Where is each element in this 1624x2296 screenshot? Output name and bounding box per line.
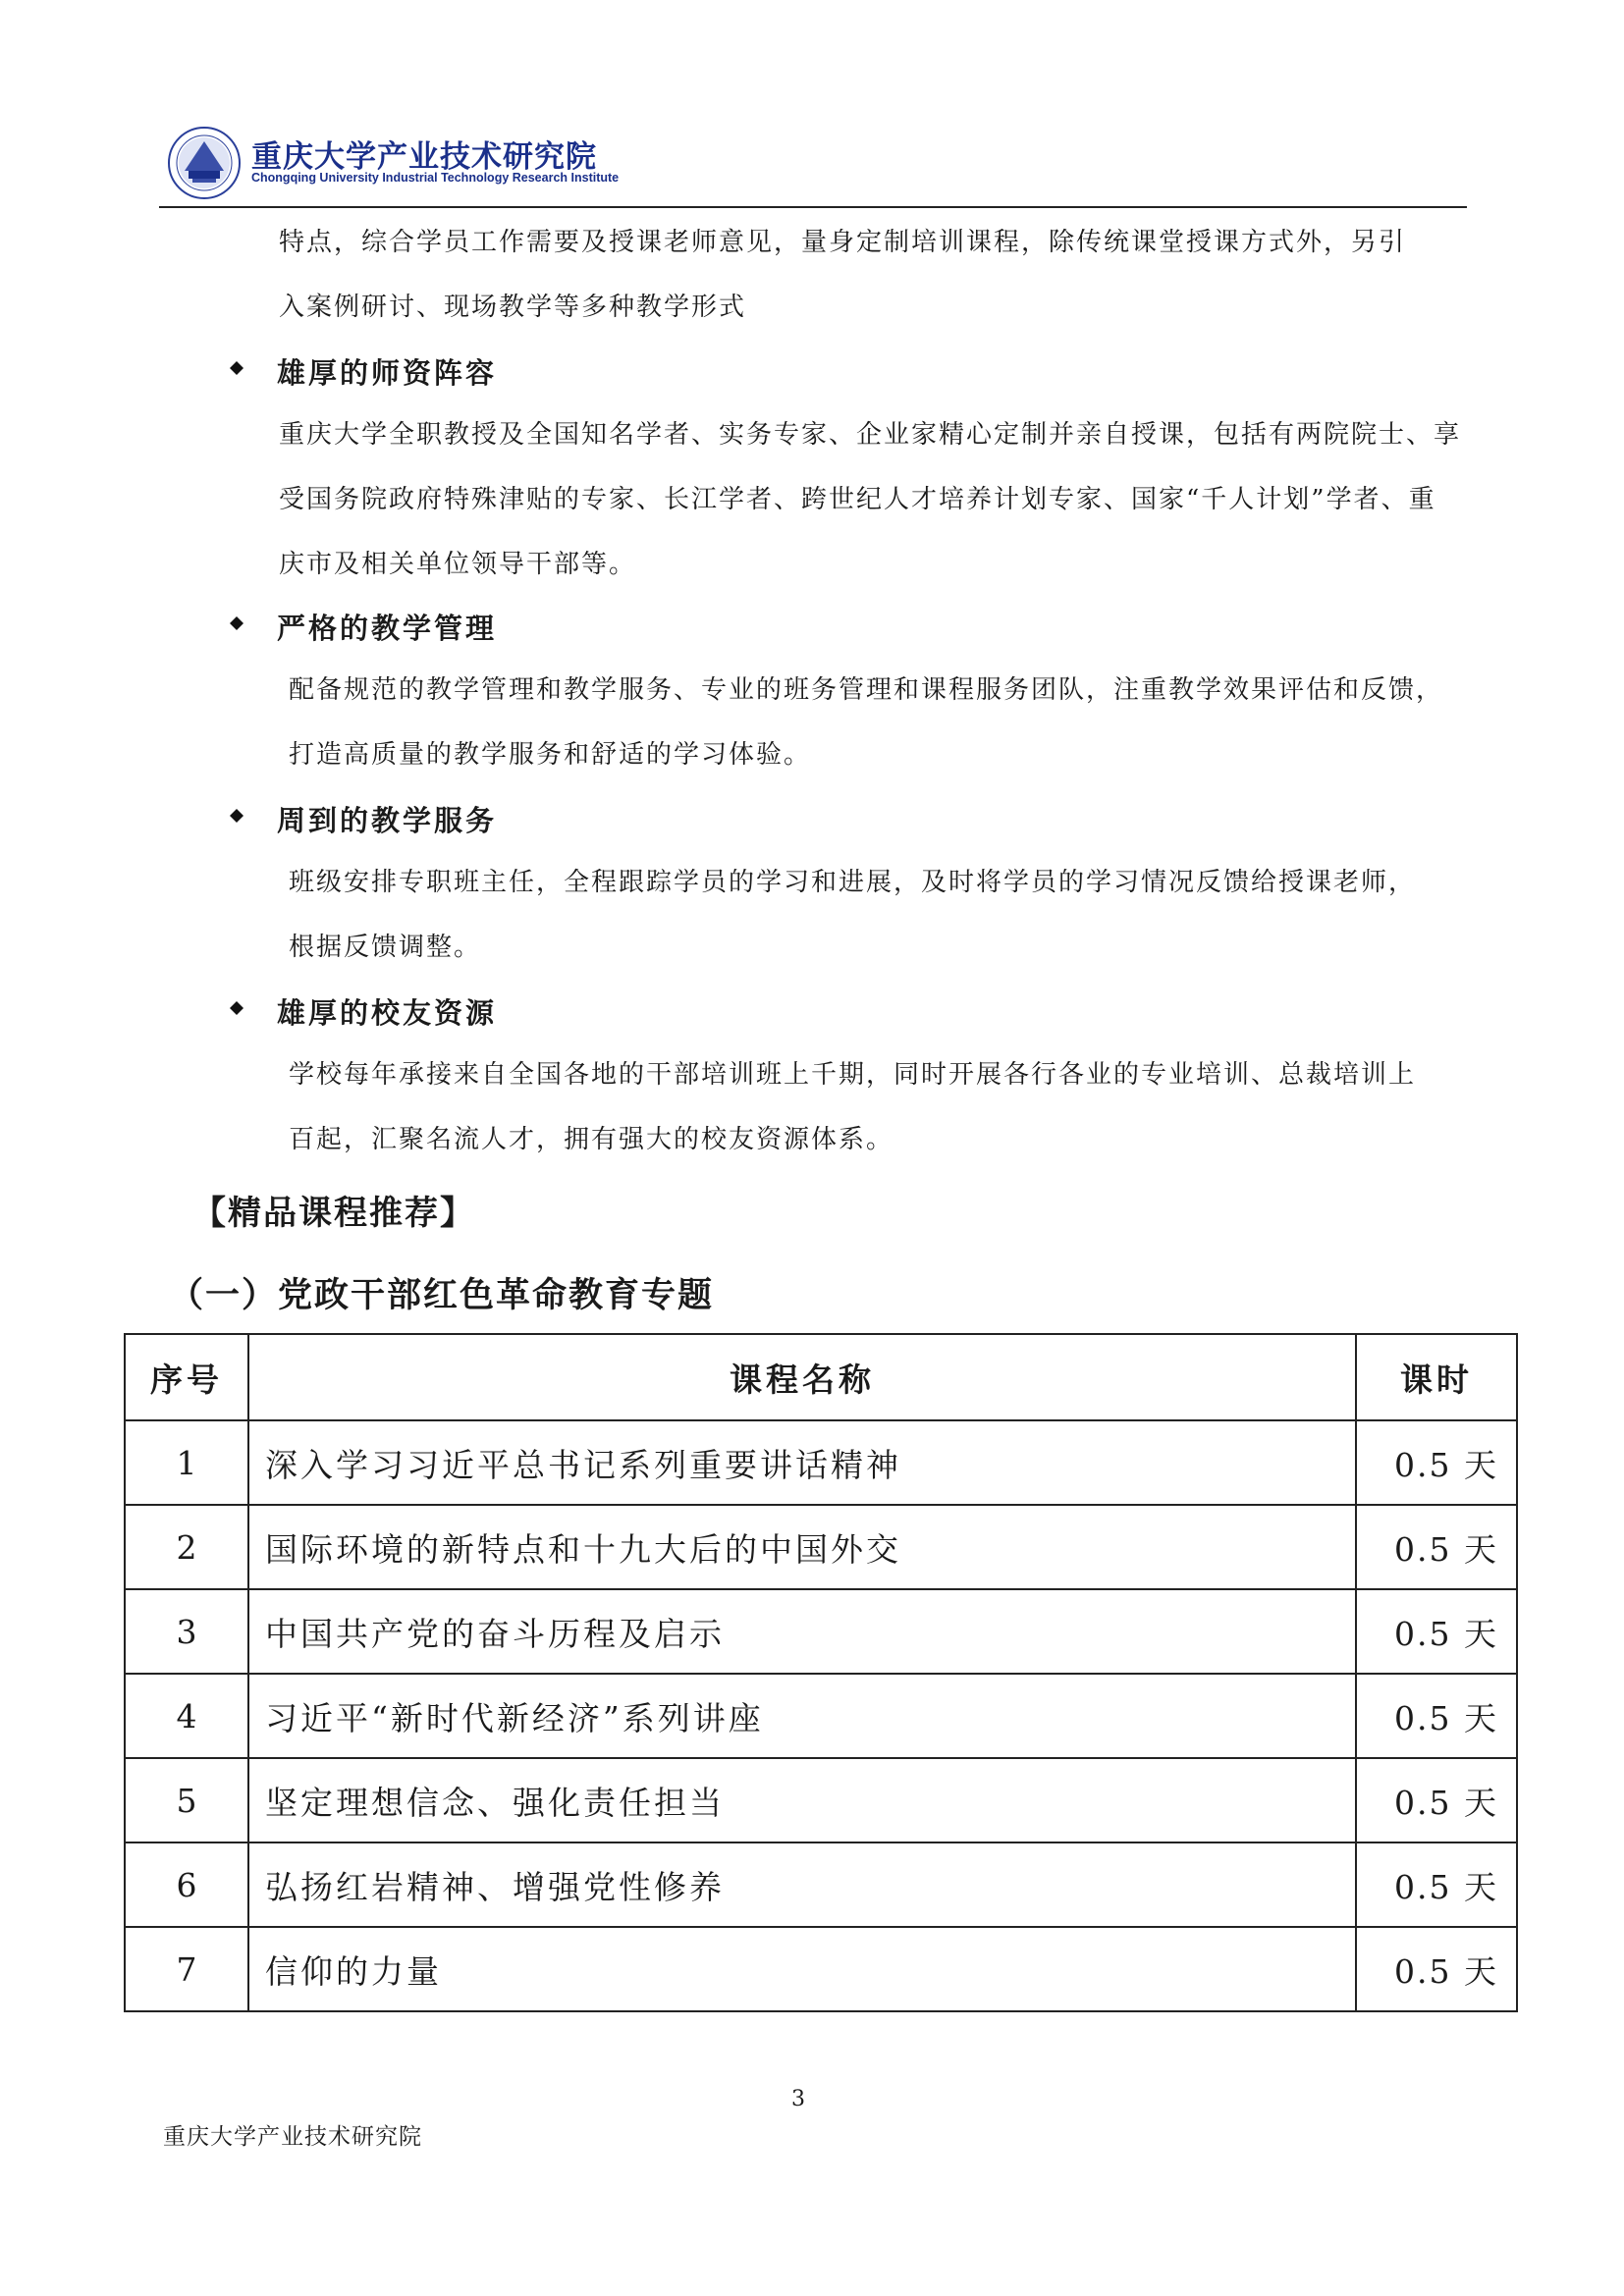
org-name-en: Chongqing University Industrial Technology Research Institute — [251, 171, 620, 185]
table-row — [125, 1674, 1517, 1758]
subsection-title: （一）党政干部红色革命教育专题 — [169, 1276, 715, 1315]
table-row — [125, 1927, 1517, 2011]
course-number: 2 — [125, 1505, 248, 1589]
table-row — [125, 1589, 1517, 1674]
course-table — [124, 1333, 1518, 2012]
column-header-hours: 课时 — [1356, 1334, 1517, 1420]
intro-paragraph-line: 入案例研讨、现场教学等多种教学形式 — [279, 293, 747, 322]
feature-paragraph-line: 配备规范的教学管理和教学服务、专业的班务管理和课程服务团队，注重教学效果评估和反馈， — [289, 675, 1444, 705]
course-name: 坚定理想信念、强化责任担当 — [248, 1758, 1356, 1842]
course-number: 3 — [125, 1589, 248, 1674]
course-hours: 0.5 天 — [1356, 1674, 1517, 1758]
university-seal-icon — [167, 126, 242, 200]
page-number: 3 — [791, 2087, 805, 2111]
feature-heading: 雄厚的校友资源 — [277, 991, 497, 1032]
feature-paragraph-line: 学校每年承接来自全国各地的干部培训班上千期，同时开展各行各业的专业培训、总裁培训上 — [289, 1060, 1417, 1090]
feature-paragraph-line: 庆市及相关单位领导干部等。 — [279, 550, 637, 579]
course-name: 中国共产党的奋斗历程及启示 — [248, 1589, 1356, 1674]
feature-paragraph-line: 根据反馈调整。 — [289, 933, 482, 962]
course-name: 信仰的力量 — [248, 1927, 1356, 2011]
course-name: 深入学习习近平总书记系列重要讲话精神 — [248, 1420, 1356, 1505]
intro-paragraph-line: 特点，综合学员工作需要及授课老师意见，量身定制培训课程，除传统课堂授课方式外，另引 — [279, 228, 1407, 257]
table-header-row — [125, 1334, 1517, 1420]
diamond-bullet-icon — [226, 613, 247, 634]
course-number: 1 — [125, 1420, 248, 1505]
feature-paragraph-line: 班级安排专职班主任，全程跟踪学员的学习和进展，及时将学员的学习情况反馈给授课老师， — [289, 868, 1417, 897]
course-number: 6 — [125, 1842, 248, 1927]
column-header-number: 序号 — [125, 1334, 248, 1420]
header-divider — [159, 206, 1467, 208]
course-hours: 0.5 天 — [1356, 1842, 1517, 1927]
feature-heading: 周到的教学服务 — [277, 799, 497, 839]
section-title: 【精品课程推荐】 — [192, 1194, 475, 1233]
course-hours: 0.5 天 — [1356, 1505, 1517, 1589]
course-hours: 0.5 天 — [1356, 1420, 1517, 1505]
column-header-course-name: 课程名称 — [248, 1334, 1356, 1420]
table-row — [125, 1505, 1517, 1589]
feature-paragraph-line: 打造高质量的教学服务和舒适的学习体验。 — [289, 740, 812, 770]
feature-paragraph-line: 受国务院政府特殊津贴的专家、长江学者、跨世纪人才培养计划专家、国家“千人计划”学者、重 — [279, 485, 1436, 514]
diamond-bullet-icon — [226, 805, 247, 827]
course-number: 5 — [125, 1758, 248, 1842]
feature-heading: 雄厚的师资阵容 — [277, 351, 497, 392]
course-hours: 0.5 天 — [1356, 1758, 1517, 1842]
table-row — [125, 1758, 1517, 1842]
course-name: 弘扬红岩精神、增强党性修养 — [248, 1842, 1356, 1927]
diamond-bullet-icon — [226, 997, 247, 1019]
course-number: 4 — [125, 1674, 248, 1758]
org-name-cn: 重庆大学产业技术研究院 — [251, 139, 597, 175]
footer-org-name: 重庆大学产业技术研究院 — [163, 2124, 422, 2150]
feature-heading: 严格的教学管理 — [277, 607, 497, 647]
diamond-bullet-icon — [226, 357, 247, 379]
course-number: 7 — [125, 1927, 248, 2011]
course-hours: 0.5 天 — [1356, 1927, 1517, 2011]
table-row — [125, 1420, 1517, 1505]
table-row — [125, 1842, 1517, 1927]
course-hours: 0.5 天 — [1356, 1589, 1517, 1674]
feature-paragraph-line: 百起，汇聚名流人才，拥有强大的校友资源体系。 — [289, 1125, 894, 1154]
course-name: 国际环境的新特点和十九大后的中国外交 — [248, 1505, 1356, 1589]
course-name: 习近平“新时代新经济”系列讲座 — [248, 1674, 1356, 1758]
feature-paragraph-line: 重庆大学全职教授及全国知名学者、实务专家、企业家精心定制并亲自授课，包括有两院院士、享 — [279, 420, 1462, 450]
